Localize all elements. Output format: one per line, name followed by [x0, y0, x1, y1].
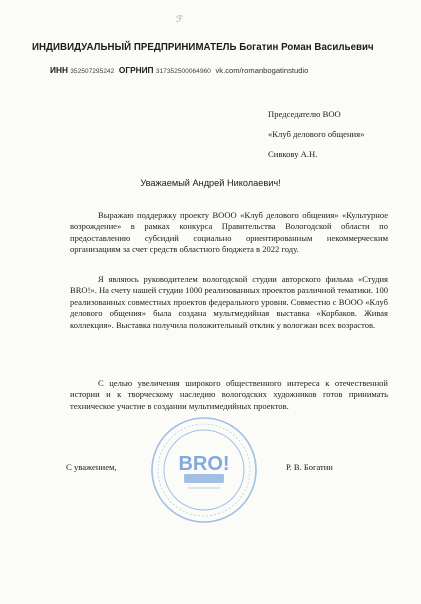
inn-label: ИНН [50, 65, 68, 75]
letterhead-ids [50, 65, 410, 75]
vk-link: vk.com/romanbogatinstudio [215, 66, 309, 75]
recipient-line-1: Председателю ВОО [268, 109, 341, 119]
signer-name: Р. В. Богатин [286, 462, 333, 472]
ogrnip-value: 317352500064960 [155, 68, 211, 75]
greeting: Уважаемый Андрей Николаевич! [140, 178, 281, 188]
ogrnip-label: ОГРНИП [118, 65, 154, 75]
inn-value: 352507295242 [70, 68, 115, 75]
closing-phrase: С уважением, [66, 462, 117, 472]
recipient-line-3: Сивкову А.Н. [268, 149, 318, 159]
stamp-logo-text: BRO! [178, 453, 230, 475]
paragraph-purpose: С целью увеличения широкого общественного интереса к отечественной истории и к творческому наследию вологодских художников готов принимать техническое участие в создании мультимедийных проектов. [70, 378, 388, 411]
recipient-block [268, 104, 418, 164]
paragraph-support: Выражаю поддержку проекту ВООО «Клуб делового общения» «Культурное возрождение» в рамках конкурса Правительства Вологодской области по предоставлению субсидий социально ориентированным некоммерческим организациям за счет средств областного бюджета в 2022 году. [70, 210, 388, 255]
recipient-line-2: «Клуб делового общения» [268, 129, 365, 139]
round-seal-stamp-icon [146, 412, 262, 528]
corner-scan-mark: ℱ [176, 14, 184, 24]
paragraph-studio: Я являюсь руководителем вологодской студии авторского фильма «Студия BRO!». На счету нашей студии 1000 реализованных проектов различной тематики. 100 реализованных совместных проектов федерального уровня. Совместно с ВООО «Клуб делового общения» была создана мультмедийная выставка «Корбаков. Живая коллекция». Выставка получила положительный отклик у вологжан всех возрастов. [70, 274, 388, 330]
letterhead-title: ИНДИВИДУАЛЬНЫЙ ПРЕДПРИНИМАТЕЛЬ Богатин Роман Васильевич [32, 42, 374, 53]
